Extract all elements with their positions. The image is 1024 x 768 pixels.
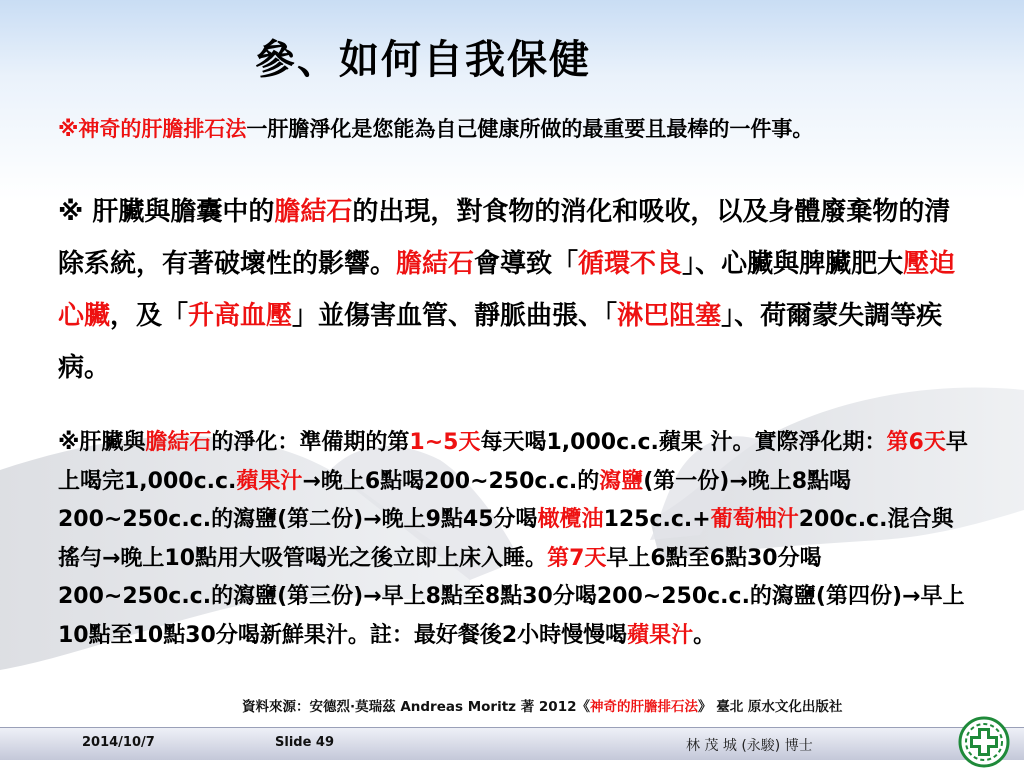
procedure-text-segment: 第6天 — [886, 430, 946, 455]
procedure-text-segment: 瀉鹽 — [599, 468, 644, 494]
slide-footer — [0, 727, 1024, 760]
intro-paragraph — [58, 112, 958, 146]
slide-title: 參、如何自我保健 — [255, 37, 591, 83]
footer-slide-number: Slide 49 — [275, 735, 335, 750]
procedure-text-segment: →晚上6點喝200~250c.c.的 — [302, 468, 600, 494]
procedure-text-segment: 1~5天 — [409, 430, 481, 455]
green-cross-emblem-icon — [955, 716, 1013, 768]
procedure-text-segment: 膽結石 — [145, 430, 212, 455]
effects-text-segment: 」、荷爾蒙失調等疾病。 — [58, 301, 943, 383]
footer-author: 林 茂 城 (永駿) 博士 — [686, 738, 813, 754]
citation-publisher: 》 臺北 原水文化出版社 — [698, 699, 843, 715]
procedure-text-segment: 125c.c.+ — [603, 507, 711, 532]
effects-text-segment: 升高血壓 — [188, 301, 293, 331]
procedure-text-segment: (第一份)→晚上8點喝200~250c.c.的瀉鹽(第二份)→晚上9點45分喝 — [58, 468, 852, 532]
procedure-text-segment: 橄欖油 — [537, 507, 604, 532]
procedure-text-segment: 早上6點至6點30分喝200~250c.c.的瀉鹽(第三份)→早上8點至8點30分喝200~250c.c.的瀉鹽(第四份)→早上10點至10點30分喝新鮮果汁。註：最好餐後2小時慢慢喝 — [58, 545, 965, 648]
intro-text: 一肝膽淨化是您能為自己健康所做的最重要且最棒的一件事。 — [246, 117, 814, 141]
cleanse-procedure-paragraph — [58, 424, 968, 655]
footer-date: 2014/10/7 — [82, 735, 155, 750]
procedure-text-segment: 的淨化：準備期的第 — [211, 430, 410, 455]
procedure-text-segment: 蘋果汁 — [627, 622, 694, 648]
method-name: ※神奇的肝膽排石法 — [58, 117, 247, 141]
procedure-text-segment: 葡萄柚汁 — [710, 507, 799, 532]
citation-prefix: 資料來源：安德烈·莫瑞茲 Andreas Moritz 著 2012《 — [242, 699, 590, 715]
source-citation — [242, 695, 842, 715]
procedure-text-segment: 200c.c.混合與搖勻→晚上10點用大吸管喝光之後立即上床入睡。 — [58, 507, 954, 571]
procedure-text-segment: 每天喝1,000c.c.蘋果 汁。實際淨化期： — [480, 430, 887, 455]
procedure-text-segment: 蘋果汁 — [236, 468, 303, 494]
citation-book-title: 神奇的肝膽排石法 — [590, 699, 698, 715]
effects-text-segment: 循環不良 — [578, 249, 683, 279]
procedure-text-segment: ※肝臟與 — [58, 430, 146, 455]
effects-text-segment: 會導致「 — [474, 249, 579, 279]
effects-text-segment: 膽結石 — [396, 249, 475, 279]
procedure-text-segment: 早上喝完1,000c.c. — [58, 430, 968, 494]
procedure-text-segment: 。 — [693, 622, 716, 648]
effects-text-segment: 淋巴阻塞 — [617, 301, 722, 331]
gallstone-effects-paragraph — [58, 186, 968, 394]
effects-text-segment: 的出現，對食物的消化和吸收，以及身體廢棄物的清除系統，有著破壞性的影響。 — [58, 197, 951, 279]
procedure-text-segment: 第7天 — [547, 545, 607, 571]
effects-text-segment: ，及「 — [110, 301, 189, 331]
effects-text-segment: ※ 肝臟與膽囊中的 — [58, 197, 275, 227]
effects-text-segment: 」並傷害血管、靜脈曲張、「 — [292, 301, 618, 331]
effects-text-segment: 膽結石 — [274, 197, 353, 227]
effects-text-segment: 壓迫心臟 — [58, 249, 956, 331]
effects-text-segment: 」、心臟與脾臟肥大 — [682, 249, 904, 279]
